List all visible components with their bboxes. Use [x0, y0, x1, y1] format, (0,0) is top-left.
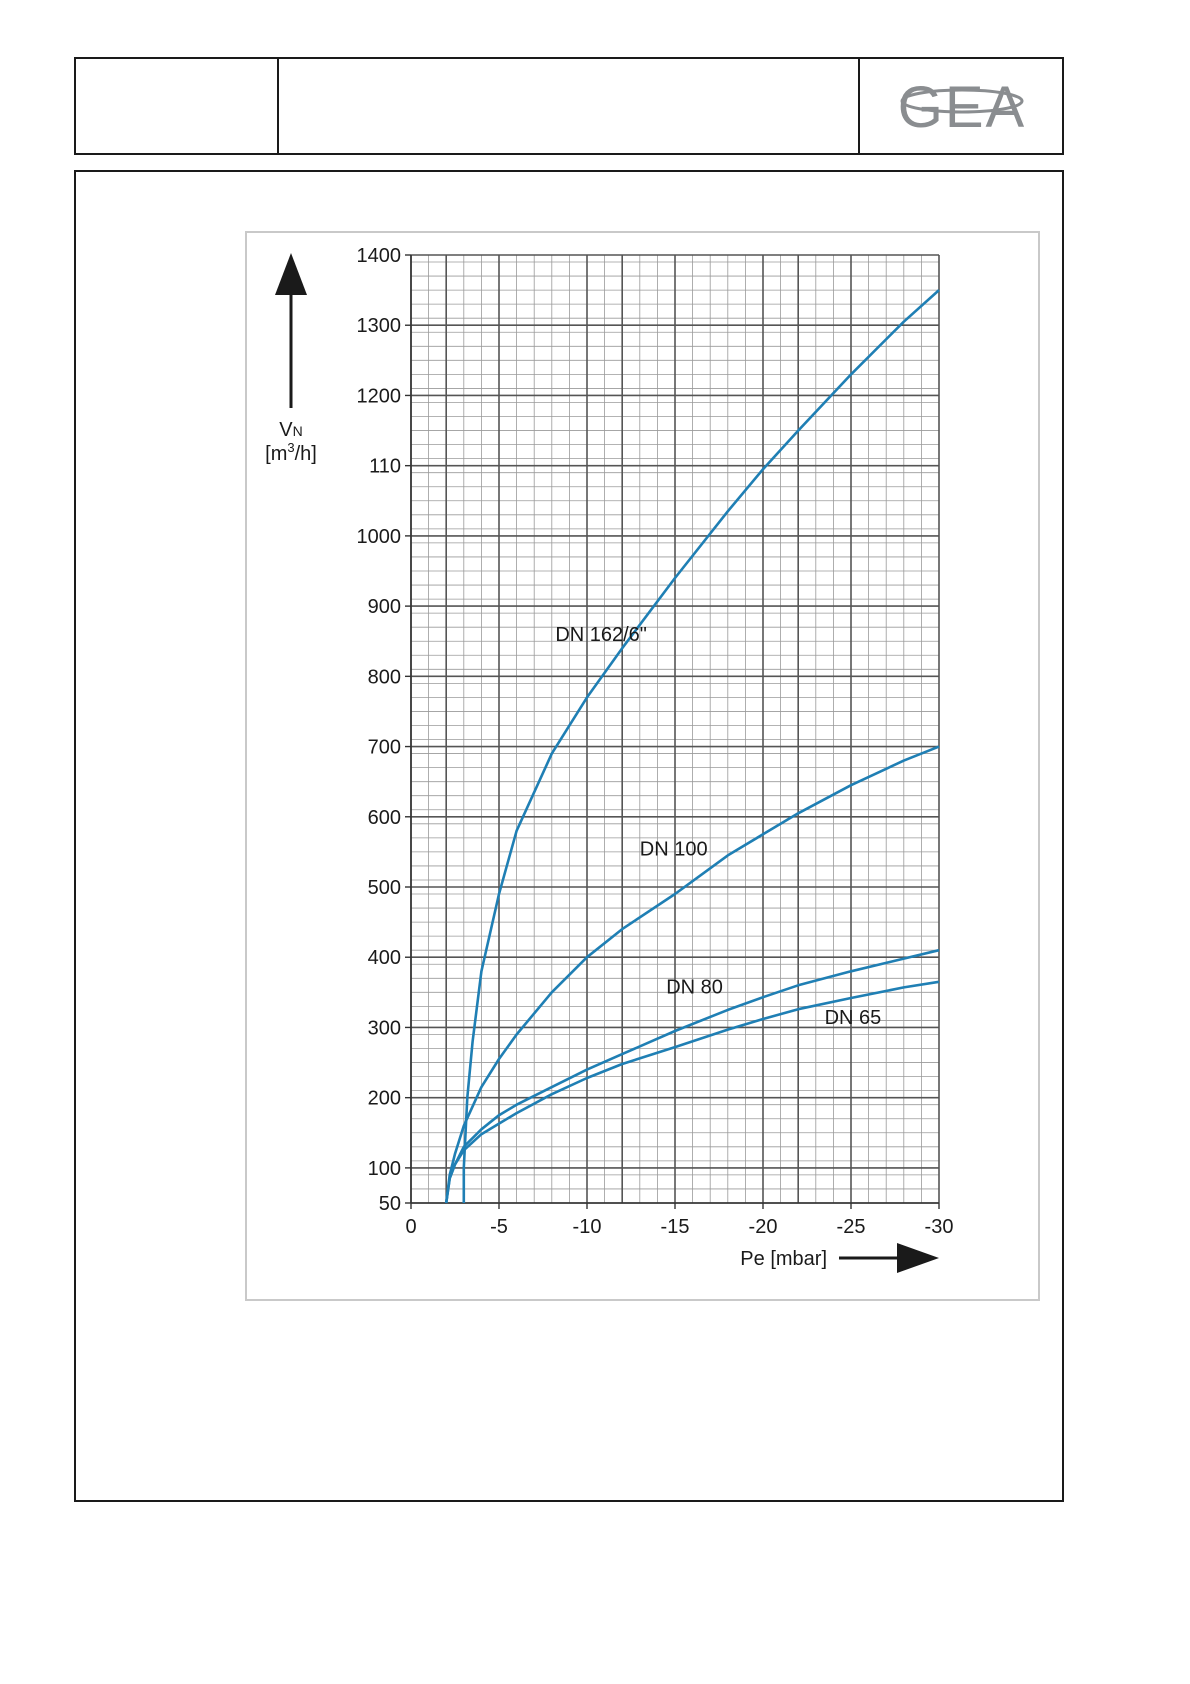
y-tick-label: 50 — [378, 1193, 401, 1215]
gea-logo-text: GEA — [897, 75, 1027, 140]
y-tick-label: 600 — [367, 806, 401, 829]
y-tick-label: 300 — [367, 1017, 401, 1040]
series-label: DN 80 — [666, 976, 723, 999]
y-arrow-icon — [275, 253, 307, 295]
x-axis-label: Pe [mbar] — [740, 1248, 827, 1270]
y-tick-label: 1300 — [356, 315, 401, 338]
x-tick-label: -20 — [748, 1216, 778, 1238]
grid-major — [411, 255, 939, 1203]
x-tick-label: -5 — [490, 1216, 508, 1238]
y-tick-label: 1200 — [356, 385, 401, 408]
x-tick-label: -25 — [836, 1216, 866, 1238]
y-tick-label: 100 — [367, 1157, 401, 1180]
y-tick-label: 1400 — [356, 245, 401, 267]
y-axis-unit: $[m^3/h]$ — [265, 440, 317, 465]
header-table — [74, 57, 1064, 155]
flow-chart — [247, 233, 1038, 1299]
x-arrow-icon — [897, 1243, 939, 1273]
series-label: DN 65 — [824, 1006, 882, 1029]
header-cell-middle — [279, 59, 860, 153]
y-tick-label: 110 — [369, 455, 401, 478]
gea-logo — [877, 71, 1047, 141]
y-tick-label: 1000 — [356, 525, 401, 548]
y-tick-label: 700 — [367, 736, 401, 759]
x-tick-label: -10 — [572, 1216, 602, 1238]
chart-panel — [245, 231, 1040, 1301]
header-cell-logo — [860, 59, 1064, 153]
y-tick-label: 500 — [367, 877, 401, 899]
y-tick-label: 800 — [367, 666, 401, 689]
x-tick-label: -15 — [660, 1216, 690, 1238]
y-axis-label: VN — [279, 419, 303, 441]
series-label: DN 100 — [639, 838, 708, 861]
header-cell-left — [76, 59, 279, 153]
x-tick-label: 0 — [405, 1216, 417, 1238]
y-tick-label: 900 — [367, 596, 401, 619]
y-tick-label: 400 — [367, 947, 401, 970]
x-tick-label: -30 — [924, 1216, 954, 1238]
y-tick-label: 200 — [367, 1087, 401, 1110]
series-label: DN 162/6" — [555, 624, 647, 647]
